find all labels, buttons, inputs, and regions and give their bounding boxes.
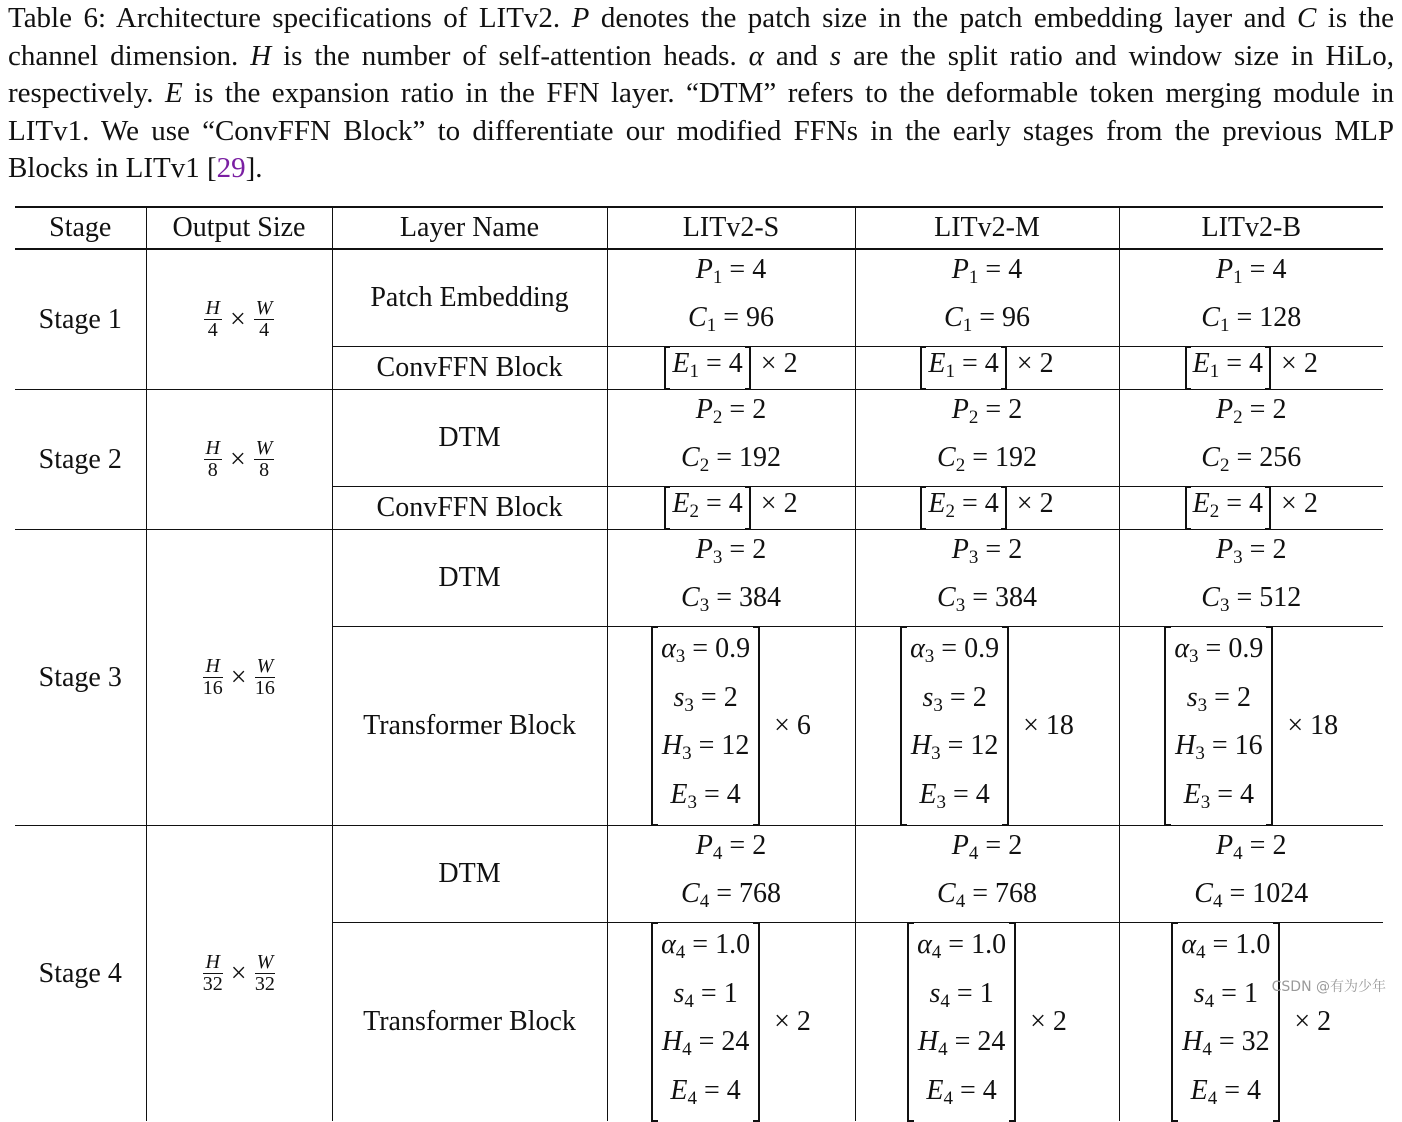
layer-name: Transformer Block	[332, 923, 607, 1122]
layer-name: Patch Embedding	[332, 249, 607, 347]
embed-spec-cell: $P_1 = 4$ $C_1 = 96$	[855, 249, 1119, 347]
layer-name: Transformer Block	[332, 627, 607, 826]
conv-spec-cell: $E_2 = 4 \times 2$	[1119, 487, 1383, 530]
column-header: LITv2-M	[855, 207, 1119, 249]
table-caption: Table 6: Architecture specifications of LITv2. P denotes the patch size in the patch embedding layer and C is the channel dimension. H is the number of self-attention heads. α and s are the split ratio and window size in HiLo, respectively. E is the expansion ratio in the FFN layer. “DTM” refers to the deformable token merging module in LITv1. We use “ConvFFN Block” to differentiate our modified FFNs in the early stages from the previous MLP Blocks in LITv1 [29].	[8, 2, 1395, 185]
transformer-spec-cell: $\alpha_4 = 1.0$ $s_4 = 1$ $H_4 = 32$ $E_4 = 4$ × 2	[1119, 923, 1383, 1122]
conv-spec-cell: $E_1 = 4 \times 2$	[1119, 347, 1383, 390]
table-row	[15, 390, 1383, 487]
citation-link[interactable]: 29	[216, 152, 246, 185]
table-row	[15, 530, 1383, 627]
layer-name: DTM	[332, 826, 607, 923]
stage-name: Stage 4	[15, 826, 146, 1122]
transformer-spec-cell: $\alpha_4 = 1.0$ $s_4 = 1$ $H_4 = 24$ $E_4 = 4$ × 2	[855, 923, 1119, 1122]
embed-spec-cell: $P_2 = 2$ $C_2 = 192$	[855, 390, 1119, 487]
table-row	[15, 249, 1383, 347]
stage-name: Stage 3	[15, 530, 146, 826]
conv-spec-cell: $E_1 = 4 \times 2$	[855, 347, 1119, 390]
column-header: LITv2-B	[1119, 207, 1383, 249]
output-size: $\frac{H}{16}$ × $\frac{W}{16}$	[146, 530, 332, 826]
column-header: Stage	[15, 207, 146, 249]
embed-spec-cell: $P_3 = 2$ $C_3 = 384$	[855, 530, 1119, 627]
embed-spec-cell: $P_1 = 4$ $C_1 = 128$	[1119, 249, 1383, 347]
embed-spec-cell: $P_1 = 4$ $C_1 = 96$	[607, 249, 855, 347]
transformer-spec-cell: $\alpha_3 = 0.9$ $s_3 = 2$ $H_3 = 16$ $E_3 = 4$ × 18	[1119, 627, 1383, 826]
embed-spec-cell: $P_4 = 2$ $C_4 = 1024$	[1119, 826, 1383, 923]
embed-spec-cell: $P_2 = 2$ $C_2 = 192$	[607, 390, 855, 487]
table-header-row	[15, 207, 1383, 249]
stage-name: Stage 1	[15, 249, 146, 390]
layer-name: DTM	[332, 390, 607, 487]
conv-spec-cell: $E_1 = 4 \times 2$	[607, 347, 855, 390]
embed-spec-cell: $P_3 = 2$ $C_3 = 512$	[1119, 530, 1383, 627]
layer-name: ConvFFN Block	[332, 487, 607, 530]
transformer-spec-cell: $\alpha_4 = 1.0$ $s_4 = 1$ $H_4 = 24$ $E_4 = 4$ × 2	[607, 923, 855, 1122]
transformer-spec-cell: $\alpha_3 = 0.9$ $s_3 = 2$ $H_3 = 12$ $E_3 = 4$ × 18	[855, 627, 1119, 826]
transformer-spec-cell: $\alpha_3 = 0.9$ $s_3 = 2$ $H_3 = 12$ $E_3 = 4$ × 6	[607, 627, 855, 826]
output-size: $\frac{H}{32}$ × $\frac{W}{32}$	[146, 826, 332, 1122]
output-size: $\frac{H}{4}$ × $\frac{W}{4}$	[146, 249, 332, 390]
layer-name: DTM	[332, 530, 607, 627]
embed-spec-cell: $P_4 = 2$ $C_4 = 768$	[607, 826, 855, 923]
conv-spec-cell: $E_2 = 4 \times 2$	[607, 487, 855, 530]
conv-spec-cell: $E_2 = 4 \times 2$	[855, 487, 1119, 530]
embed-spec-cell: $P_3 = 2$ $C_3 = 384$	[607, 530, 855, 627]
watermark: CSDN @有为少年	[1271, 979, 1386, 995]
stage-name: Stage 2	[15, 390, 146, 530]
output-size: $\frac{H}{8}$ × $\frac{W}{8}$	[146, 390, 332, 530]
column-header: Output Size	[146, 207, 332, 249]
layer-name: ConvFFN Block	[332, 347, 607, 390]
column-header: LITv2-S	[607, 207, 855, 249]
embed-spec-cell: $P_2 = 2$ $C_2 = 256$	[1119, 390, 1383, 487]
column-header: Layer Name	[332, 207, 607, 249]
table-row	[15, 826, 1383, 923]
architecture-table	[15, 206, 1383, 1121]
embed-spec-cell: $P_4 = 2$ $C_4 = 768$	[855, 826, 1119, 923]
